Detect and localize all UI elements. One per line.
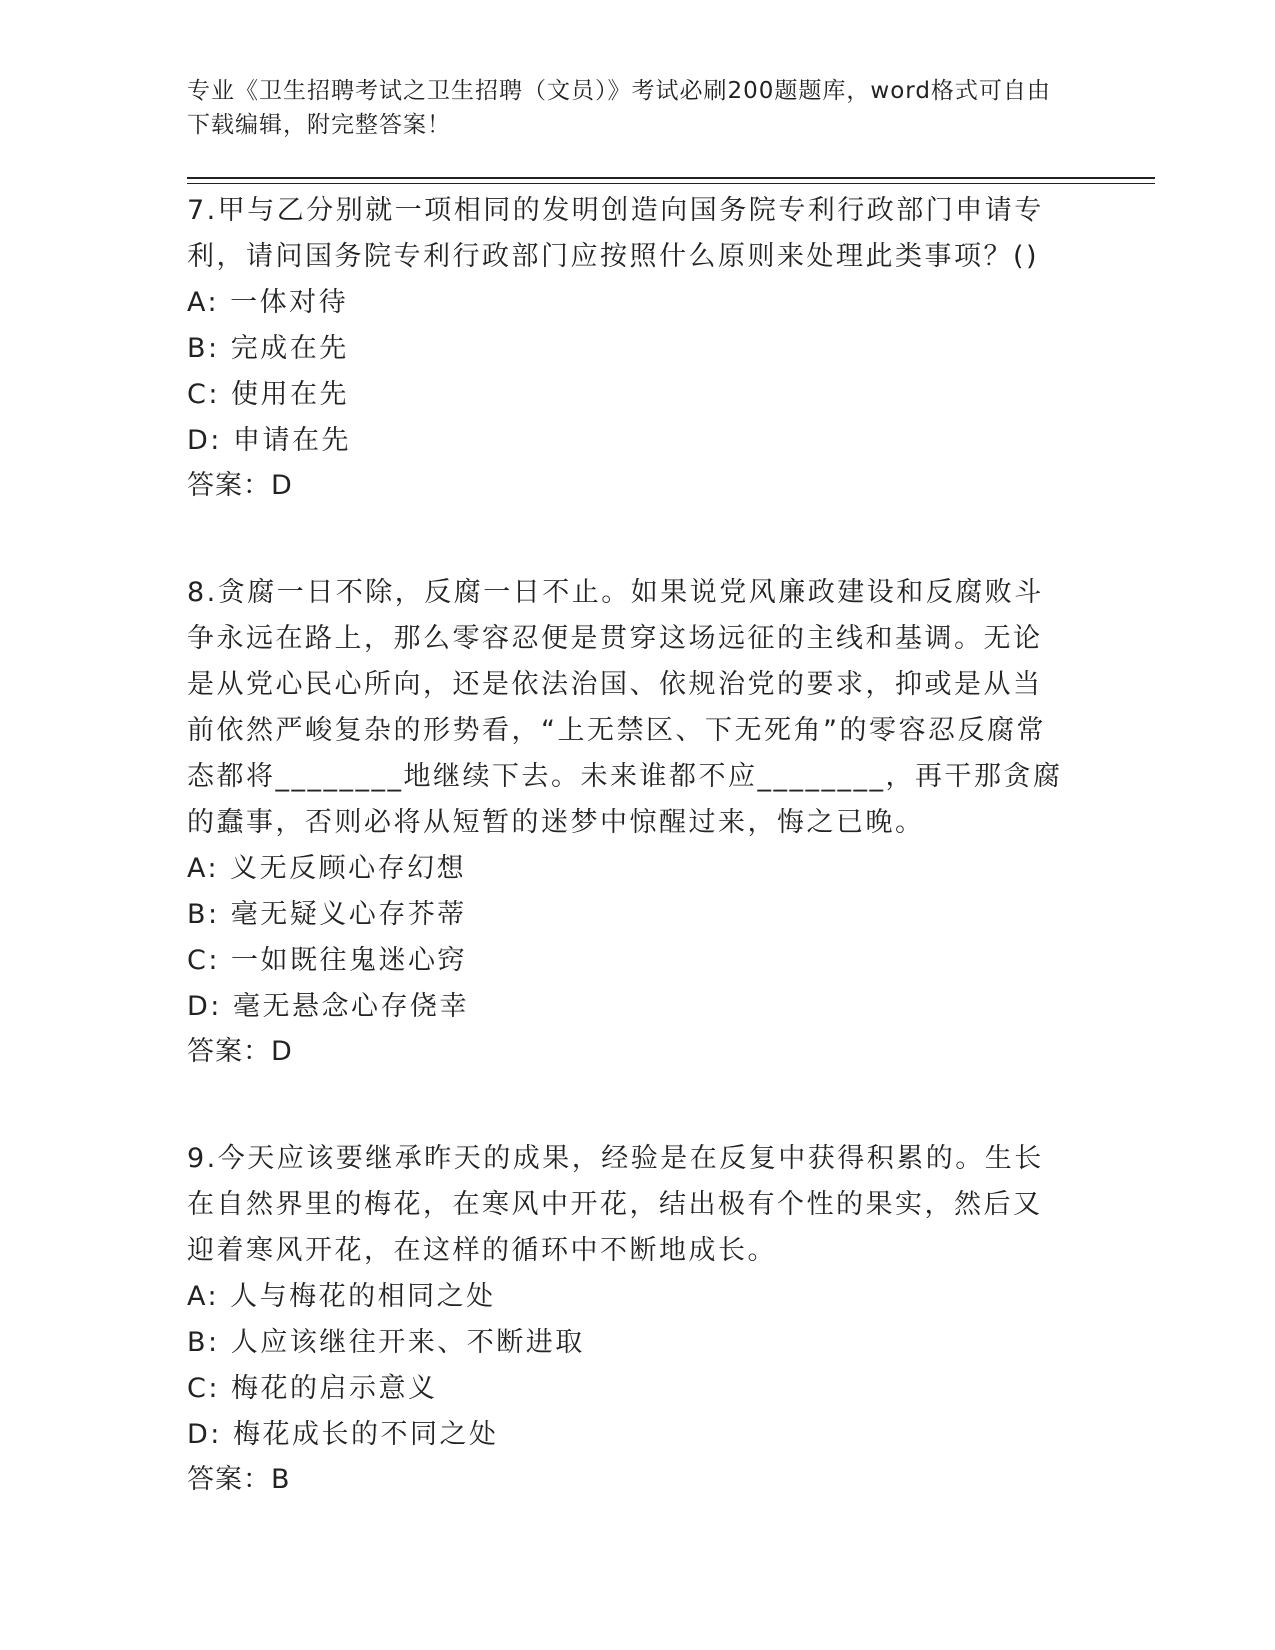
answer-line [187, 1030, 1067, 1074]
question-list [187, 188, 1067, 1564]
answer-value: D [271, 470, 293, 501]
option-a: A: 人与梅花的相同之处 [187, 1281, 496, 1312]
answer-label: 答案： [187, 470, 271, 501]
header-divider-thick [187, 177, 1155, 179]
question-stem: 7.甲与乙分别就一项相同的发明创造向国务院专利行政部门申请专利，请问国务院专利行政部门应按照什么原则来处理此类事项？() [187, 195, 1044, 272]
answer-label: 答案： [187, 1464, 271, 1495]
header-divider-thin [187, 183, 1155, 184]
option-c: C: 梅花的启示意义 [187, 1373, 438, 1404]
answer-line [187, 1458, 1067, 1502]
question-stem: 9.今天应该要继承昨天的成果，经验是在反复中获得积累的。生长在自然界里的梅花，在寒风中开花，结出极有个性的果实，然后又迎着寒风开花，在这样的循环中不断地成长。 [187, 1143, 1044, 1266]
question-7 [187, 188, 1067, 508]
question-8 [187, 570, 1067, 1074]
answer-value: B [271, 1464, 291, 1495]
option-b: B: 完成在先 [187, 333, 349, 364]
option-b: B: 毫无疑义心存芥蒂 [187, 899, 467, 930]
option-d: D: 毫无悬念心存侥幸 [187, 991, 469, 1022]
option-c: C: 使用在先 [187, 379, 350, 410]
option-b: B: 人应该继往开来、不断进取 [187, 1327, 585, 1358]
answer-value: D [271, 1036, 293, 1067]
option-d: D: 申请在先 [187, 425, 351, 456]
answer-label: 答案： [187, 1036, 271, 1067]
option-d: D: 梅花成长的不同之处 [187, 1419, 499, 1450]
option-a: A: 一体对待 [187, 287, 349, 318]
option-a: A: 义无反顾心存幻想 [187, 853, 467, 884]
answer-line [187, 464, 1067, 508]
question-9 [187, 1136, 1067, 1502]
question-stem: 8.贪腐一日不除，反腐一日不止。如果说党风廉政建设和反腐败斗争永远在路上，那么零容忍便是贯穿这场远征的主线和基调。无论是从党心民心所向，还是依法治国、依规治党的要求，抑或是从当前依然严峻复杂的形势看，“上无禁区、下无死角”的零容忍反腐常态都将________地继续下去。未来谁都不应________，再干那贪腐的蠢事，否则必将从短暂的迷梦中惊醒过来，悔之已晚。 [187, 577, 1063, 838]
document-header: 专业《卫生招聘考试之卫生招聘（文员）》考试必刷200题题库，word格式可自由下载编辑，附完整答案！ [187, 78, 1051, 138]
option-c: C: 一如既往鬼迷心窍 [187, 945, 468, 976]
